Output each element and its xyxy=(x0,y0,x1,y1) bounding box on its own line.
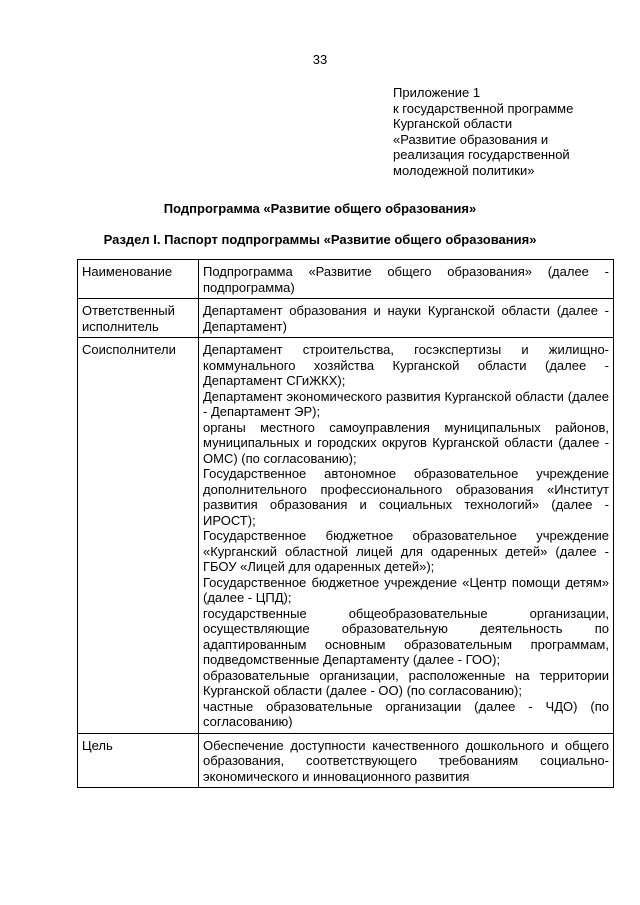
appendix-line: Курганской области xyxy=(393,116,513,131)
appendix-line: молодежной политики» xyxy=(393,162,535,178)
table-row-co-executors xyxy=(78,338,614,734)
appendix-line: к государственной программе xyxy=(393,100,574,116)
content-paragraph: Департамент экономического развития Курганской области (далее - Департамент ЭР); xyxy=(203,388,609,419)
row-content xyxy=(199,299,614,338)
content-paragraph: Государственное автономное образовательное учреждение дополнительного профессионального образования «Институт развития образования и социальных технологий» (далее - ИРОСТ); xyxy=(203,466,609,528)
row-content xyxy=(199,260,614,299)
row-content xyxy=(199,338,614,734)
row-label: Ответственный исполнитель xyxy=(78,299,199,338)
table-row-name xyxy=(78,260,614,299)
table-row-goal xyxy=(78,733,614,788)
page-number: 33 xyxy=(312,52,328,67)
content-paragraph: органы местного самоуправления муниципальных районов, муниципальных и городских округов Курганской области (далее - ОМС) (по согласованию); xyxy=(203,419,609,466)
content-paragraph: Государственное бюджетное образовательное учреждение «Курганский областной лицей для одаренных детей» (далее - ГБОУ «Лицей для одаренных детей»); xyxy=(203,528,609,574)
content-paragraph: образовательные организации, расположенные на территории Курганской области (далее - ОО) (по согласованию); xyxy=(203,667,609,698)
subprogram-title: Подпрограмма «Развитие общего образования» xyxy=(163,201,477,216)
content-paragraph: Обеспечение доступности качественного дошкольного и общего образования, соответствующего требованиям социально-экономического и инновационного развития xyxy=(203,737,609,784)
content-paragraph: государственные общеобразовательные организации, осуществляющие образовательную деятельность по адаптированным основным образовательным программам, подведомственные Департаменту (далее - ГОО); xyxy=(203,605,609,667)
content-paragraph: Государственное бюджетное учреждение «Центр помощи детям» (далее - ЦПД); xyxy=(203,574,609,605)
section-title: Раздел I. Паспорт подпрограммы «Развитие общего образования» xyxy=(103,232,537,247)
content-paragraph: частные образовательные организации (далее - ЧДО) (по согласованию) xyxy=(203,698,609,729)
row-label: Цель xyxy=(78,733,199,788)
appendix-line: Приложение 1 xyxy=(393,85,481,100)
row-label: Соисполнители xyxy=(78,338,199,734)
row-content xyxy=(199,733,614,788)
content-paragraph: Подпрограмма «Развитие общего образования» (далее - подпрограмма) xyxy=(203,264,609,295)
row-label: Наименование xyxy=(78,260,199,299)
content-paragraph: Департамент строительства, госэкспертизы и жилищно-коммунального хозяйства Курганской области (далее - Департамент СГиЖКХ); xyxy=(203,342,609,388)
appendix-note xyxy=(393,85,608,178)
appendix-line: «Развитие образования и xyxy=(393,131,549,147)
passport-table xyxy=(77,259,614,788)
appendix-line: реализация государственной xyxy=(393,147,570,162)
table-row-executor xyxy=(78,299,614,338)
content-paragraph: Департамент образования и науки Курганской области (далее - Департамент) xyxy=(203,303,609,334)
